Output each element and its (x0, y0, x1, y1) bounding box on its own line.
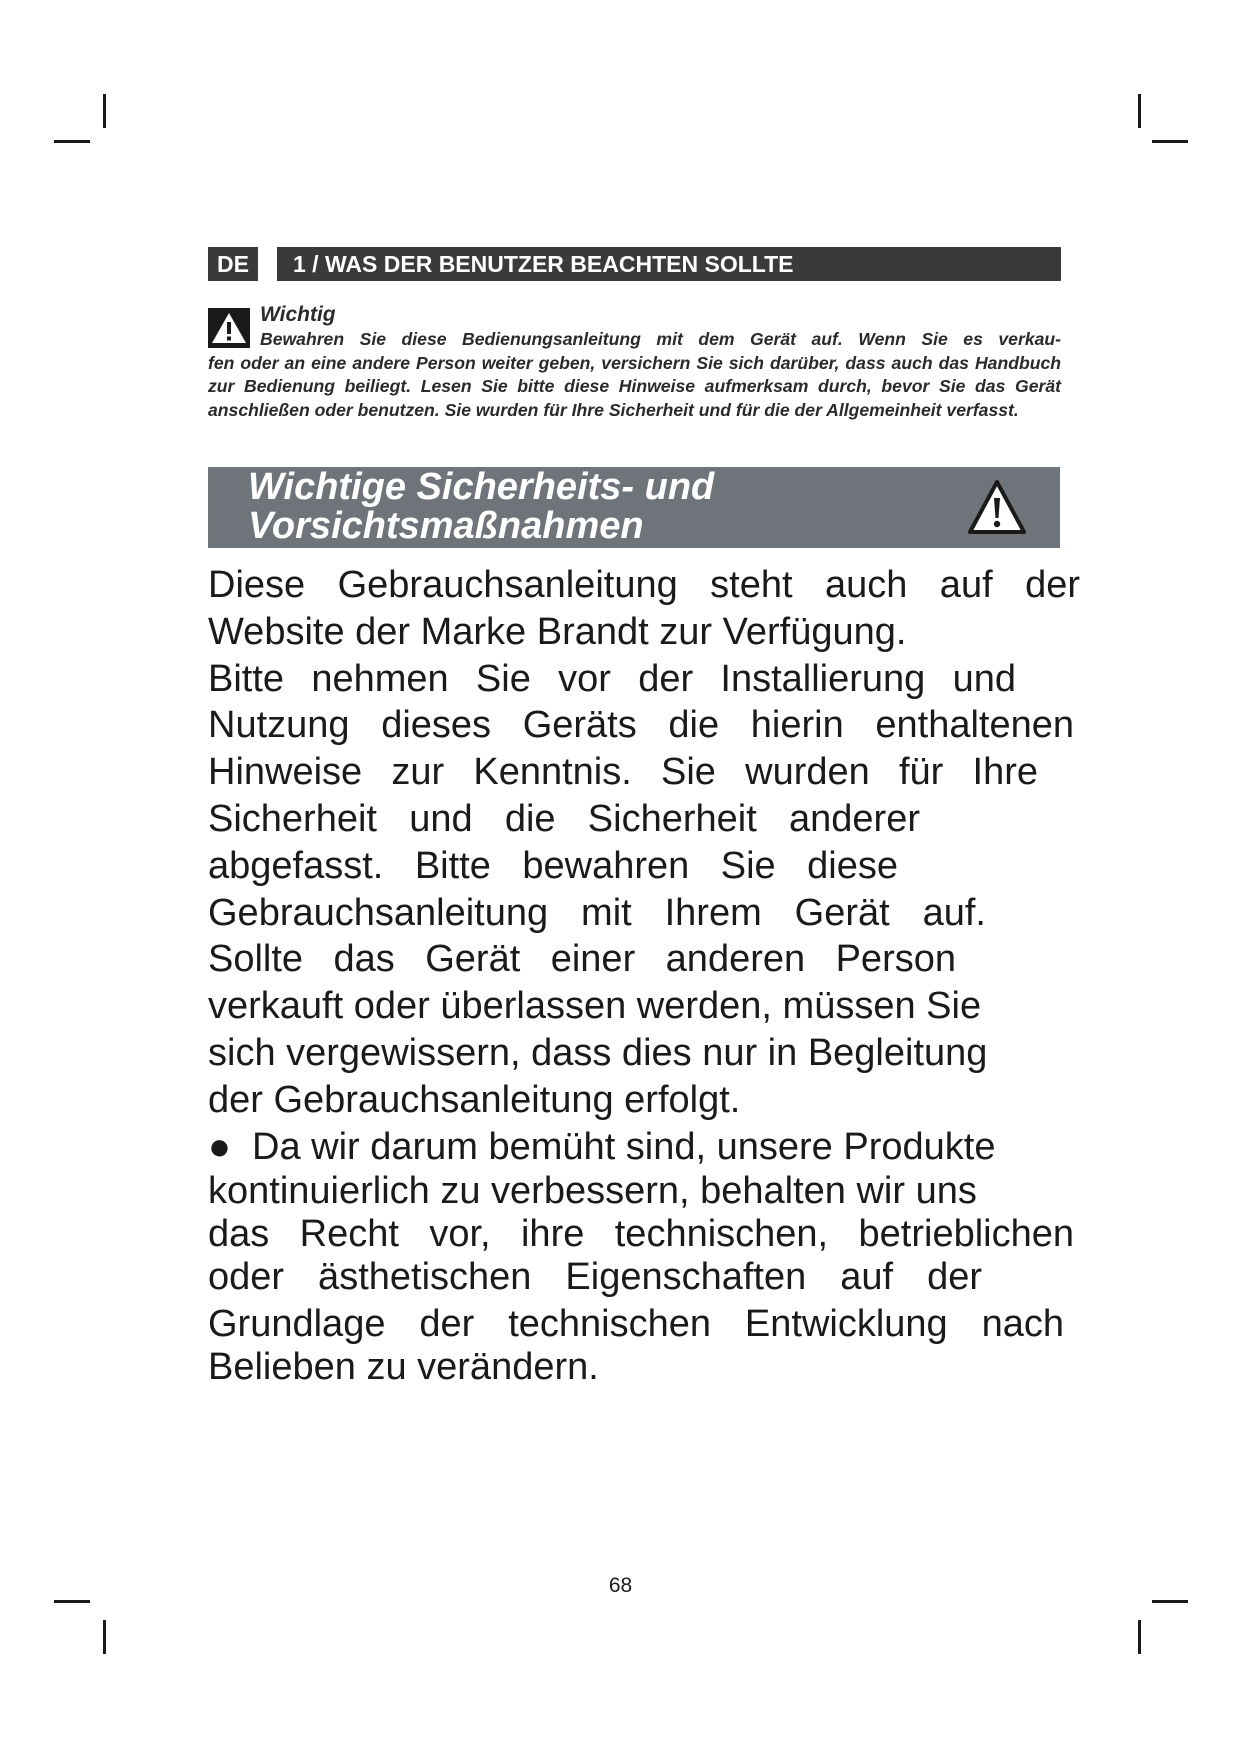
body-line: kontinuierlich zu verbessern, behalten wir uns (208, 1170, 977, 1213)
warning-triangle-icon (966, 478, 1028, 536)
body-text (208, 562, 1080, 1390)
body-line: das Recht vor, ihre technischen, betrieblichen (208, 1213, 1074, 1256)
crop-mark (54, 140, 90, 143)
body-line: Website der Marke Brandt zur Verfügung. (208, 610, 907, 653)
important-text-first-line: Bewahren Sie diese Bedienungsanleitung mit dem Gerät auf. Wenn Sie es verkau- (260, 329, 1061, 349)
section-header (208, 247, 1061, 281)
body-line: Da wir darum bemüht sind, unsere Produkte (252, 1125, 996, 1168)
safety-heading-line-1: Wichtige Sicherheits- und (248, 466, 715, 508)
safety-heading-band (208, 467, 1060, 548)
body-line: Nutzung dieses Geräts die hierin enthaltenen (208, 704, 1074, 747)
body-line: Gebrauchsanleitung mit Ihrem Gerät auf. (208, 891, 986, 934)
body-line: Grundlage der technischen Entwicklung nach (208, 1302, 1064, 1345)
warning-icon (208, 308, 250, 348)
body-line: Bitte nehmen Sie vor der Installierung und (208, 657, 1016, 700)
body-line: Hinweise zur Kenntnis. Sie wurden für Ihre (208, 751, 1038, 794)
language-badge: DE (208, 247, 258, 281)
bullet-icon: ● (208, 1125, 231, 1168)
bullet-item-first-line (208, 1124, 1080, 1171)
safety-heading-line-2: Vorsichtsmaßnahmen (248, 505, 644, 547)
section-title: 1 / WAS DER BENUTZER BEACHTEN SOLLTE (277, 247, 1061, 281)
body-line: sich vergewissern, dass dies nur in Begleitung (208, 1031, 988, 1074)
body-line: abgefasst. Bitte bewahren Sie diese (208, 844, 898, 887)
body-line: Diese Gebrauchsanleitung steht auch auf der (208, 564, 1080, 606)
body-line: Sollte das Gerät einer anderen Person (208, 938, 956, 981)
important-notice (208, 302, 1061, 422)
crop-mark (54, 1600, 90, 1603)
important-title: Wichtig (260, 303, 336, 326)
body-line: der Gebrauchsanleitung erfolgt. (208, 1078, 741, 1121)
crop-mark (1152, 140, 1188, 143)
body-line: Sicherheit und die Sicherheit anderer (208, 797, 920, 840)
body-line: oder ästhetischen Eigenschaften auf der (208, 1255, 982, 1298)
crop-mark (1138, 94, 1141, 128)
safety-heading (248, 468, 714, 546)
crop-mark (103, 94, 106, 128)
body-line: verkauft oder überlassen werden, müssen Sie (208, 985, 982, 1028)
page-number: 68 (608, 1574, 633, 1597)
important-text: fen oder an eine andere Person weiter geben, versichern Sie sich darüber, dass auch das Handbuch zur Bedienung beiliegt. Lesen Sie bitte diese Hinweise aufmerksam durch, bevor Sie das Gerät anschließen oder benutzen. Sie wurden für Ihre Sicherheit und für die der Allgemeinheit verfasst. (208, 352, 1061, 420)
body-line: Belieben zu verändern. (208, 1345, 599, 1388)
crop-mark (1152, 1600, 1188, 1603)
crop-mark (103, 1620, 106, 1654)
crop-mark (1138, 1620, 1141, 1654)
